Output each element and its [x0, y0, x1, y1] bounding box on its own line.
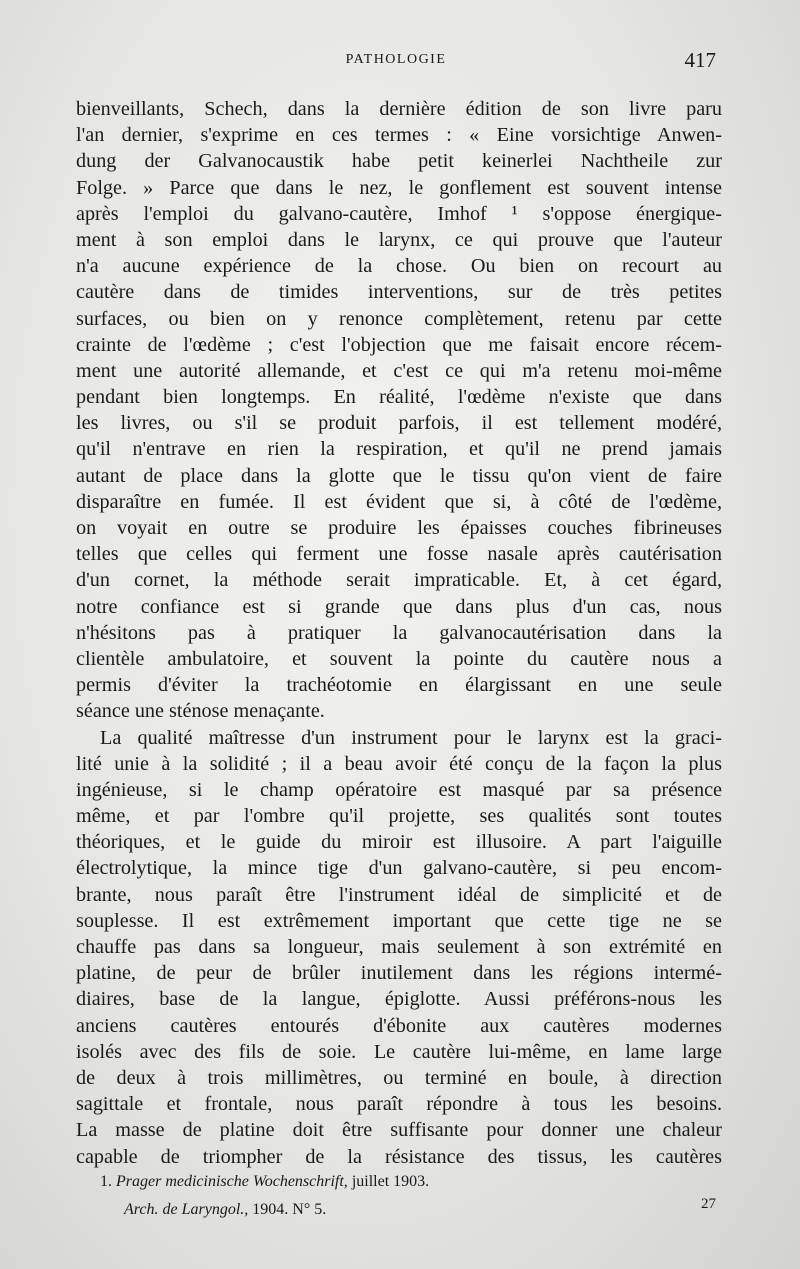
- text-line: sagittale et frontale, nous paraît répondre à tous les besoins.: [76, 1093, 722, 1116]
- text-line: après l'emploi du galvano-cautère, Imhof ¹ s'oppose énergique-: [76, 202, 722, 225]
- text-line: Folge. » Parce que dans le nez, le gonflement est souvent intense: [76, 176, 722, 199]
- text-line: permis d'éviter la trachéotomie en élargissant en une seule: [76, 674, 722, 697]
- text-line: lité unie à la solidité ; il a beau avoir été conçu de la façon la plus: [76, 752, 722, 775]
- text-line: pendant bien longtemps. En réalité, l'œdème n'existe que dans: [76, 386, 722, 409]
- signature-mark: 27: [701, 1196, 716, 1212]
- text-line: autant de place dans la glotte que le tissu qu'on vient de faire: [76, 464, 722, 487]
- text-line: clientèle ambulatoire, et souvent la pointe du cautère nous a: [76, 647, 722, 670]
- footnote-journal-title: Arch. de Laryngol.,: [124, 1201, 249, 1218]
- text-line: brante, nous paraît être l'instrument idéal de simplicité et de: [76, 883, 722, 906]
- text-line: n'hésitons pas à pratiquer la galvanocautérisation dans la: [76, 621, 722, 644]
- text-line: de deux à trois millimètres, ou terminé en boule, à direction: [76, 1066, 722, 1089]
- text-line: dung der Galvanocaustik habe petit keinerlei Nachtheile zur: [76, 150, 722, 173]
- text-line: d'un cornet, la méthode serait impraticable. Et, à cet égard,: [76, 569, 722, 592]
- text-line: isolés avec des fils de soie. Le cautère lui-même, en lame large: [76, 1040, 722, 1063]
- body-text: [76, 96, 722, 1170]
- text-line: souplesse. Il est extrêmement important que cette tige ne se: [76, 909, 722, 932]
- text-line: électrolytique, la mince tige d'un galvano-cautère, si peu encom-: [76, 857, 722, 880]
- text-line: platine, de peur de brûler inutilement dans les régions intermé-: [76, 962, 722, 985]
- paragraph-start-line: La qualité maîtresse d'un instrument pour le larynx est la graci-: [100, 726, 722, 749]
- text-line: La masse de platine doit être suffisante pour donner une chaleur: [76, 1119, 722, 1142]
- text-line: diaires, base de la langue, épiglotte. Aussi préférons-nous les: [76, 988, 722, 1011]
- text-line: chauffe pas dans sa longueur, mais seulement à son extrémité en: [76, 936, 722, 958]
- text-line: qu'il n'entrave en rien la respiration, et qu'il ne prend jamais: [76, 438, 722, 461]
- text-line: cautère dans de timides interventions, sur de très petites: [76, 281, 722, 304]
- text-line: bienveillants, Schech, dans la dernière édition de son livre paru: [76, 98, 722, 120]
- text-line: capable de triompher de la résistance des tissus, les cautères: [76, 1145, 722, 1168]
- running-head: [76, 50, 716, 74]
- text-line: les livres, ou s'il se produit parfois, il est tellement modéré,: [76, 412, 722, 435]
- footnote-number: 1.: [100, 1173, 112, 1190]
- footnote-1: [100, 1168, 720, 1196]
- text-line: disparaître en fumée. Il est évident que si, à côté de l'œdème,: [76, 490, 722, 513]
- text-line: même, et par l'ombre qu'il projette, ses qualités sont toutes: [76, 805, 722, 828]
- footnote-journal-title: Prager medicinische Wochenschrift,: [116, 1173, 348, 1190]
- text-line: on voyait en outre se produire les épaisses couches fibrineuses: [76, 517, 722, 539]
- running-head-title: PATHOLOGIE: [345, 52, 447, 67]
- text-line: ingénieuse, si le champ opératoire est masqué par sa présence: [76, 778, 722, 801]
- text-line: surfaces, ou bien on y renonce complètement, retenu par cette: [76, 307, 722, 330]
- text-line: crainte de l'œdème ; c'est l'objection que me faisait encore récem-: [76, 333, 722, 356]
- text-line: notre confiance est si grande que dans plus d'un cas, nous: [76, 595, 722, 618]
- footnote-date: juillet 1903.: [351, 1173, 430, 1190]
- footnote-2: [100, 1196, 720, 1224]
- page-number: 417: [684, 48, 716, 72]
- footnotes: [100, 1168, 720, 1224]
- text-line: théoriques, et le guide du miroir est illusoire. A part l'aiguille: [76, 831, 722, 854]
- text-line: l'an dernier, s'exprime en ces termes : « Eine vorsichtige Anwen-: [76, 124, 722, 147]
- footnote-reference: 1904. N° 5.: [252, 1201, 327, 1218]
- text-line: telles que celles qui ferment une fosse nasale après cautérisation: [76, 543, 722, 566]
- paragraph-end-line: séance une sténose menaçante.: [76, 700, 325, 723]
- text-line: ment à son emploi dans le larynx, ce qui prouve que l'auteur: [76, 228, 722, 251]
- text-line: ment une autorité allemande, et c'est ce qui m'a retenu moi-même: [76, 359, 722, 382]
- text-line: n'a aucune expérience de la chose. Ou bien on recourt au: [76, 255, 722, 278]
- text-line: anciens cautères entourés d'ébonite aux cautères modernes: [76, 1014, 722, 1037]
